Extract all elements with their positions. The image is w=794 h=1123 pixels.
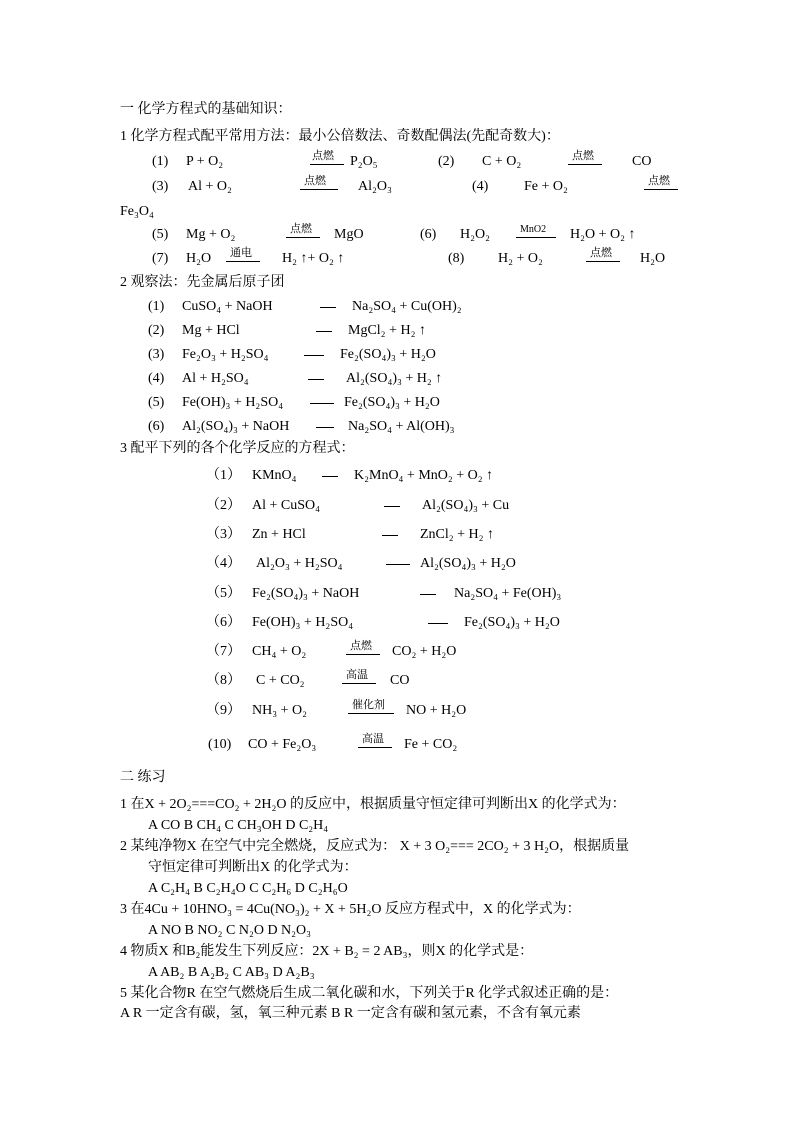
ex7-reactants: H₂O xyxy=(186,251,212,266)
bal3-number: （3） xyxy=(206,527,241,542)
bal10-number: (10) xyxy=(208,737,232,752)
q4-text: 4 物质X 和B₂能发生下列反应：2X + B₂ = 2 AB₃，则X 的化学式是： xyxy=(120,944,534,959)
ex6-number: (6) xyxy=(420,227,437,242)
ex3-reactants: Al + O₂ xyxy=(188,179,232,194)
bal2-dash xyxy=(384,506,400,507)
bal9-products: NO + H₂O xyxy=(406,703,467,718)
section1-title: 一 化学方程式的基础知识： xyxy=(120,102,292,117)
bal7-products: CO₂ + H₂O xyxy=(392,644,457,659)
ex3-number: (3) xyxy=(152,179,169,194)
bal9-reactants: NH₃ + O₂ xyxy=(252,703,307,718)
q5-text: 5 某化合物R 在空气燃烧后生成二氧化碳和水，下列关于R 化学式叙述正确的是： xyxy=(120,986,619,1001)
obs4-products: Al₂(SO₄)₃ + H₂ ↑ xyxy=(346,371,443,386)
bal4-dash xyxy=(386,564,410,565)
obs1-dash xyxy=(320,307,336,308)
ex1-reactants: P + O₂ xyxy=(186,154,224,169)
ex7-product: H₂ ↑+ O₂ ↑ xyxy=(282,251,345,266)
q3-options: A NO B NO₂ C N₂O D N₂O₃ xyxy=(148,923,312,938)
ex3-condition: 点燃 xyxy=(304,175,326,187)
bal3-dash xyxy=(382,535,398,536)
obs1-products: Na₂SO₄ + Cu(OH)₂ xyxy=(352,299,462,314)
ex1-bar xyxy=(310,164,344,165)
ex6-product: H₂O + O₂ ↑ xyxy=(570,227,636,242)
ex8-product: H₂O xyxy=(640,251,666,266)
bal5-number: （5） xyxy=(206,586,241,601)
q4-options: A AB₂ B A₂B₂ C AB₃ D A₂B₃ xyxy=(148,965,315,980)
bal10-reactants: CO + Fe₂O₃ xyxy=(248,737,317,752)
bal7-condition: 点燃 xyxy=(350,640,372,652)
bal4-number: （4） xyxy=(206,556,241,571)
ex5-condition: 点燃 xyxy=(290,223,312,235)
obs5-reactants: Fe(OH)₃ + H₂SO₄ xyxy=(182,395,284,410)
ex1-product: P₂O₅ xyxy=(350,154,378,169)
ex4-condition: 点燃 xyxy=(648,175,670,187)
obs1-number: (1) xyxy=(148,299,165,314)
obs4-reactants: Al + H₂SO₄ xyxy=(182,371,249,386)
q1-options: A CO B CH₄ C CH₃OH D C₂H₄ xyxy=(148,818,329,833)
q2-options: A C₂H₄ B C₂H₄O C C₂H₆ D C₂H₆O xyxy=(148,881,348,896)
ex4-number: (4) xyxy=(472,179,489,194)
ex5-bar xyxy=(286,237,320,238)
ex4-reactants: Fe + O₂ xyxy=(524,179,568,194)
obs6-products: Na₂SO₄ + Al(OH)₃ xyxy=(348,419,455,434)
ex1-number: (1) xyxy=(152,154,169,169)
ex6-reactants: H₂O₂ xyxy=(460,227,490,242)
obs6-reactants: Al₂(SO₄)₃ + NaOH xyxy=(182,419,290,434)
bal7-number: （7） xyxy=(206,644,241,659)
obs2-dash xyxy=(316,331,332,332)
q1-text: 1 在X + 2O₂===CO₂ + 2H₂O 的反应中，根据质量守恒定律可判断出X 的化学式为： xyxy=(120,797,626,812)
obs4-dash xyxy=(308,379,324,380)
obs4-number: (4) xyxy=(148,371,165,386)
bal1-reactants: KMnO₄ xyxy=(252,468,297,483)
bal7-reactants: CH₄ + O₂ xyxy=(252,644,307,659)
q2-text-cont: 守恒定律可判断出X 的化学式为： xyxy=(148,860,358,875)
ex2-number: (2) xyxy=(438,154,455,169)
ex2-reactants: C + O₂ xyxy=(482,154,522,169)
obs5-products: Fe₂(SO₄)₃ + H₂O xyxy=(344,395,440,410)
obs5-dash xyxy=(310,403,334,404)
obs3-number: (3) xyxy=(148,347,165,362)
obs2-reactants: Mg + HCl xyxy=(182,323,240,338)
ex5-product: MgO xyxy=(334,227,364,242)
bal5-products: Na₂SO₄ + Fe(OH)₃ xyxy=(454,586,562,601)
bal2-products: Al₂(SO₄)₃ + Cu xyxy=(422,498,510,513)
bal10-bar xyxy=(358,747,392,748)
obs3-reactants: Fe₂O₃ + H₂SO₄ xyxy=(182,347,269,362)
q2-text: 2 某纯净物X 在空气中完全燃烧，反应式为： X + 3 O₂=== 2CO₂ + 3 H₂O，根据质量 xyxy=(120,839,630,854)
bal1-dash xyxy=(322,476,338,477)
bal8-bar xyxy=(342,683,376,684)
ex7-number: (7) xyxy=(152,251,169,266)
ex8-reactants: H₂ + O₂ xyxy=(498,251,543,266)
obs2-number: (2) xyxy=(148,323,165,338)
obs1-reactants: CuSO₄ + NaOH xyxy=(182,299,273,314)
ex8-number: (8) xyxy=(448,251,465,266)
ex1-condition: 点燃 xyxy=(312,150,334,162)
obs6-dash xyxy=(316,427,334,428)
ex8-condition: 点燃 xyxy=(590,247,612,259)
ex2-product: CO xyxy=(632,154,652,169)
bal10-condition: 高温 xyxy=(362,733,384,745)
obs3-dash xyxy=(304,355,324,356)
ex2-bar xyxy=(568,164,602,165)
method1-heading: 1 化学方程式配平常用方法：最小公倍数法、奇数配偶法(先配奇数大)： xyxy=(120,129,560,144)
section2-title: 二 练习 xyxy=(120,770,166,785)
bal6-number: （6） xyxy=(206,615,241,630)
ex3-bar xyxy=(300,189,338,190)
ex6-bar xyxy=(516,237,556,238)
method3-heading: 3 配平下列的各个化学反应的方程式： xyxy=(120,441,355,456)
ex4-bar xyxy=(644,189,678,190)
bal5-dash xyxy=(420,594,436,595)
ex2-condition: 点燃 xyxy=(572,150,594,162)
bal4-products: Al₂(SO₄)₃ + H₂O xyxy=(420,556,516,571)
bal2-number: （2） xyxy=(206,498,241,513)
bal1-products: K₂MnO₄ + MnO₂ + O₂ ↑ xyxy=(354,468,494,483)
bal1-number: （1） xyxy=(206,468,241,483)
bal5-reactants: Fe₂(SO₄)₃ + NaOH xyxy=(252,586,360,601)
bal9-bar xyxy=(348,713,394,714)
bal6-reactants: Fe(OH)₃ + H₂SO₄ xyxy=(252,615,354,630)
obs2-products: MgCl₂ + H₂ ↑ xyxy=(348,323,426,338)
bal9-number: （9） xyxy=(206,703,241,718)
bal2-reactants: Al + CuSO₄ xyxy=(252,498,321,513)
bal6-dash xyxy=(428,623,448,624)
bal4-reactants: Al₂O₃ + H₂SO₄ xyxy=(256,556,343,571)
ex5-reactants: Mg + O₂ xyxy=(186,227,236,242)
ex8-bar xyxy=(586,261,620,262)
bal8-products: CO xyxy=(390,673,410,688)
ex5-number: (5) xyxy=(152,227,169,242)
obs3-products: Fe₂(SO₄)₃ + H₂O xyxy=(340,347,436,362)
q3-text: 3 在4Cu + 10HNO₃ = 4Cu(NO₃)₂ + X + 5H₂O 反应方程式中，X 的化学式为： xyxy=(120,902,581,917)
method2-heading: 2 观察法：先金属后原子团 xyxy=(120,275,285,290)
bal6-products: Fe₂(SO₄)₃ + H₂O xyxy=(464,615,560,630)
q5-options: A R 一定含有碳，氢，氧三种元素 B R 一定含有碳和氢元素，不含有氧元素 xyxy=(120,1006,581,1021)
obs6-number: (6) xyxy=(148,419,165,434)
bal3-products: ZnCl₂ + H₂ ↑ xyxy=(420,527,495,542)
bal3-reactants: Zn + HCl xyxy=(252,527,306,542)
ex6-condition: MnO2 xyxy=(520,224,547,235)
bal8-number: （8） xyxy=(206,673,241,688)
ex4-product: Fe₃O₄ xyxy=(120,204,154,219)
obs5-number: (5) xyxy=(148,395,165,410)
bal10-products: Fe + CO₂ xyxy=(404,737,458,752)
bal8-reactants: C + CO₂ xyxy=(256,673,305,688)
ex7-bar xyxy=(226,261,260,262)
ex7-condition: 通电 xyxy=(230,247,252,259)
bal8-condition: 高温 xyxy=(346,669,368,681)
ex3-product: Al₂O₃ xyxy=(358,179,392,194)
bal7-bar xyxy=(346,654,380,655)
bal9-condition: 催化剂 xyxy=(352,699,385,711)
